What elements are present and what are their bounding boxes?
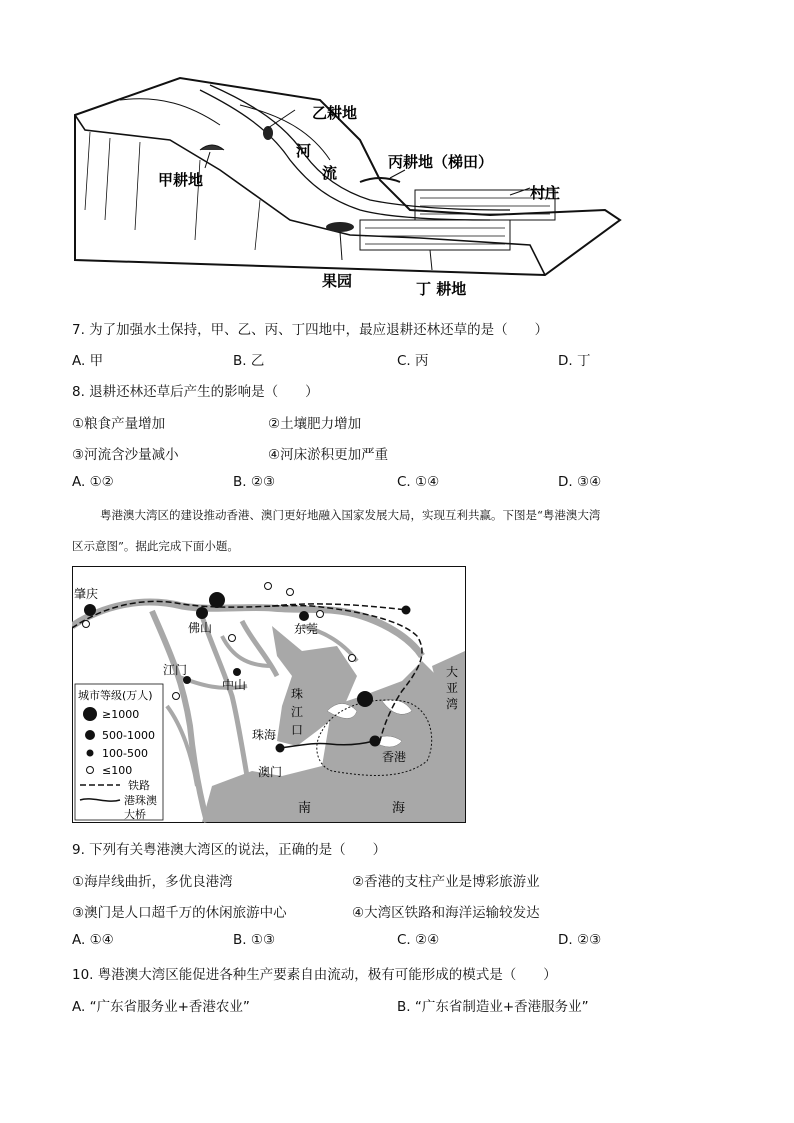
q9-statement-2: ②香港的支柱产业是博彩旅游业 <box>352 874 540 890</box>
label-bing-farmland: 丙耕地（梯田） <box>388 153 494 171</box>
label-jia-farmland: 甲耕地 <box>158 171 204 189</box>
farmland-terrain-diagram <box>60 70 630 300</box>
question-10-stem: 10. 粤港澳大湾区能促进各种生产要素自由流动，极有可能形成的模式是（ ） <box>72 967 557 983</box>
water-nan: 南 <box>298 801 312 816</box>
legend-railway: 铁路 <box>128 779 150 792</box>
legend-level-3: 100-500 <box>102 747 148 760</box>
q8-statement-1: ①粮食产量增加 <box>72 416 166 432</box>
greater-bay-area-map <box>72 566 466 823</box>
q8-option-d[interactable]: D. ③④ <box>558 474 602 490</box>
q9-option-b[interactable]: B. ①③ <box>233 932 276 948</box>
city-zhaoqing: 肇庆 <box>74 587 99 601</box>
city-jiangmen: 江门 <box>163 663 188 677</box>
water-dayawan-3: 湾 <box>446 697 459 711</box>
city-zhuhai: 珠海 <box>252 728 277 742</box>
q7-option-d[interactable]: D. 丁 <box>558 353 591 369</box>
q8-statement-2: ②土壤肥力增加 <box>268 416 362 432</box>
city-macao: 澳门 <box>258 765 283 779</box>
city-zhongshan: 中山 <box>222 678 247 692</box>
label-river-he: 河 <box>296 142 312 160</box>
legend-bridge-1: 港珠澳 <box>124 794 157 807</box>
legend-bridge-2: 大桥 <box>124 808 146 821</box>
q10-option-a[interactable]: A. “广东省服务业+香港农业” <box>72 999 250 1015</box>
question-7-stem: 7. 为了加强水土保持，甲、乙、丙、丁四地中，最应退耕还林还草的是（ ） <box>72 322 549 338</box>
legend-title: 城市等级(万人) <box>78 689 153 702</box>
q8-statement-4: ④河床淤积更加严重 <box>268 447 389 463</box>
question-9-stem: 9. 下列有关粤港澳大湾区的说法，正确的是（ ） <box>72 842 387 858</box>
map-legend <box>75 684 163 821</box>
label-ding-farmland: 丁 耕地 <box>416 280 467 298</box>
q7-option-a[interactable]: A. 甲 <box>72 353 104 369</box>
q7-option-b[interactable]: B. 乙 <box>233 353 265 369</box>
water-hai: 海 <box>392 801 406 816</box>
label-village: 村庄 <box>530 184 561 202</box>
question-8-stem: 8. 退耕还林还草后产生的影响是（ ） <box>72 384 319 400</box>
q8-option-b[interactable]: B. ②③ <box>233 474 276 490</box>
passage-line-2: 区示意图”。据此完成下面小题。 <box>72 539 239 553</box>
water-dayawan-2: 亚 <box>446 681 459 695</box>
q9-statement-3: ③澳门是人口超千万的休闲旅游中心 <box>72 905 287 921</box>
q9-statement-4: ④大湾区铁路和海洋运输较发达 <box>352 905 540 921</box>
q9-statement-1: ①海岸线曲折，多优良港湾 <box>72 874 233 890</box>
q9-option-c[interactable]: C. ②④ <box>397 932 440 948</box>
city-hongkong: 香港 <box>382 750 407 764</box>
q9-option-d[interactable]: D. ②③ <box>558 932 602 948</box>
q8-option-c[interactable]: C. ①④ <box>397 474 440 490</box>
legend-level-1: ≥1000 <box>102 708 140 721</box>
q8-option-a[interactable]: A. ①② <box>72 474 114 490</box>
water-zhujiangkou-3: 口 <box>291 723 304 737</box>
water-zhujiangkou-2: 江 <box>291 705 304 719</box>
q10-option-b[interactable]: B. “广东省制造业+香港服务业” <box>397 999 589 1015</box>
passage-line-1: 粤港澳大湾区的建设推动香港、澳门更好地融入国家发展大局，实现互利共赢。下图是“粤港澳大湾 <box>100 508 601 522</box>
label-orchard: 果园 <box>322 272 353 290</box>
city-foshan: 佛山 <box>188 621 213 635</box>
label-yi-farmland: 乙耕地 <box>312 104 358 122</box>
q9-option-a[interactable]: A. ①④ <box>72 932 114 948</box>
legend-level-4: ≤100 <box>102 764 133 777</box>
label-river-liu: 流 <box>322 164 338 182</box>
legend-level-2: 500-1000 <box>102 729 155 742</box>
q7-option-c[interactable]: C. 丙 <box>397 353 429 369</box>
city-dongguan: 东莞 <box>294 622 319 636</box>
water-zhujiangkou-1: 珠 <box>291 687 304 701</box>
q8-statement-3: ③河流含沙量减小 <box>72 447 179 463</box>
water-dayawan-1: 大 <box>446 665 459 679</box>
